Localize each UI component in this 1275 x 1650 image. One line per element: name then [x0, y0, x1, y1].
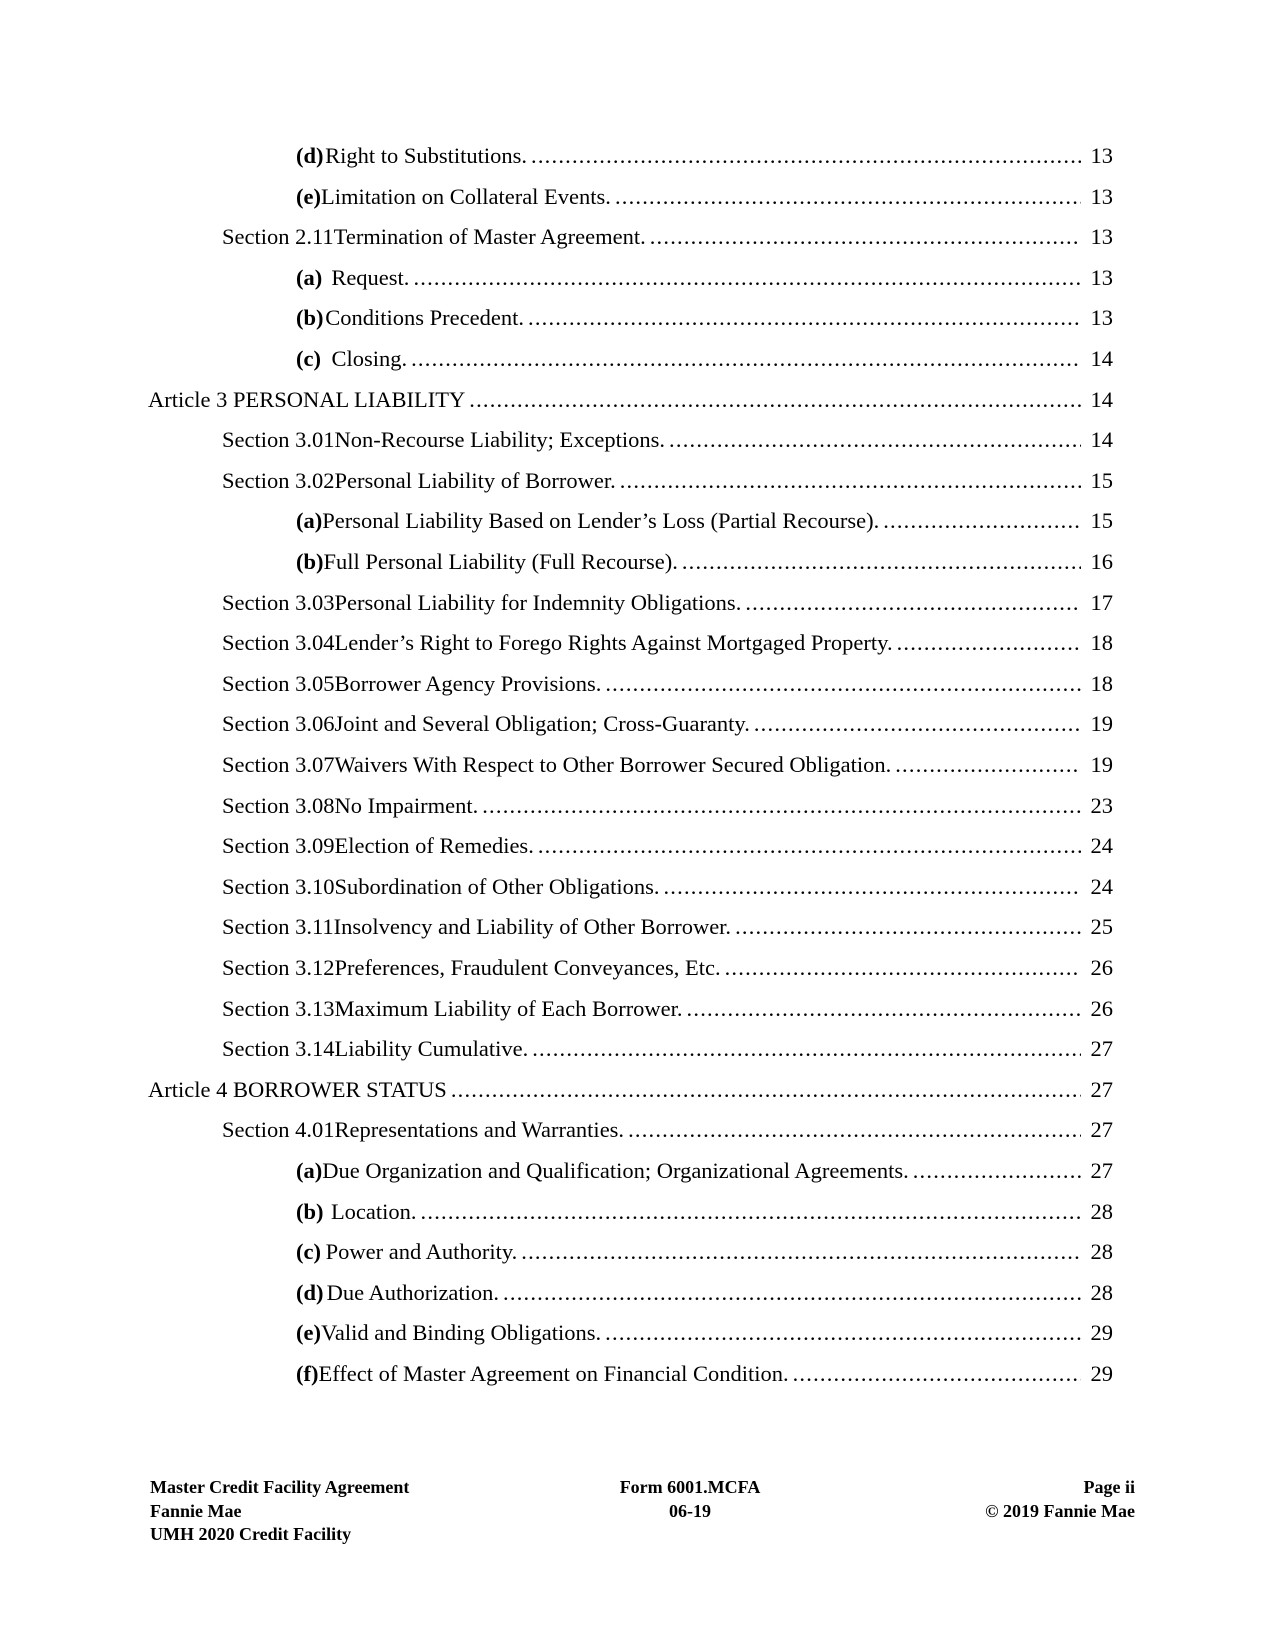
toc-entry-page: 15	[1090, 508, 1113, 534]
toc-entry-page: 28	[1090, 1279, 1113, 1305]
toc-dot-leader	[628, 1114, 1081, 1146]
toc-entry-page: 13	[1090, 143, 1113, 168]
toc-entry-title: Termination of Master Agreement.	[333, 224, 646, 250]
toc-dot-leader	[451, 1074, 1081, 1106]
toc-dot-leader	[725, 952, 1081, 984]
toc-entry-title: Preferences, Fraudulent Conveyances, Etc.	[334, 955, 721, 980]
toc-entry-title: Location.	[330, 1198, 417, 1224]
toc-entry-page: 27	[1090, 1158, 1113, 1183]
footer-form-number: Form 6001.MCFA	[619, 1477, 761, 1497]
toc-dot-leader	[503, 1277, 1081, 1309]
toc-entry[interactable]	[296, 1317, 1113, 1349]
toc-entry-title: Limitation on Collateral Events.	[320, 183, 611, 209]
toc-entry-number: (d)	[296, 1279, 324, 1305]
toc-entry-title: Waivers With Respect to Other Borrower Secured Obligation.	[334, 752, 892, 777]
toc-entry-number: Section 2.11	[222, 224, 334, 250]
toc-entry[interactable]	[222, 1033, 1113, 1065]
toc-dot-leader	[605, 668, 1081, 700]
toc-entry-page: 13	[1090, 305, 1113, 331]
toc-entry[interactable]	[296, 343, 1113, 375]
toc-entry[interactable]	[222, 708, 1113, 740]
toc-entry[interactable]	[222, 465, 1113, 497]
toc-entry[interactable]	[296, 302, 1113, 334]
toc-entry-title: Insolvency and Liability of Other Borrower.	[333, 914, 732, 940]
toc-dot-leader	[620, 465, 1081, 497]
footer-center	[540, 1476, 840, 1523]
toc-entry-title: Liability Cumulative.	[334, 1036, 529, 1062]
toc-dot-leader	[735, 911, 1081, 943]
toc-dot-leader	[469, 384, 1081, 416]
toc-entry-title: Election of Remedies.	[334, 833, 534, 859]
toc-entry-page: 28	[1090, 1198, 1113, 1224]
toc-dot-leader	[532, 1033, 1081, 1065]
toc-entry-number: (e)	[296, 183, 321, 209]
toc-entry[interactable]	[148, 1074, 1113, 1106]
toc-entry-page: 23	[1090, 792, 1113, 818]
toc-entry[interactable]	[148, 384, 1113, 416]
toc-entry-page: 18	[1090, 630, 1113, 656]
toc-dot-leader	[754, 708, 1081, 740]
toc-entry-title: Representations and Warranties.	[334, 1117, 625, 1143]
toc-dot-leader	[913, 1155, 1081, 1187]
toc-dot-leader	[883, 505, 1081, 537]
toc-entry-page: 17	[1090, 589, 1113, 615]
toc-dot-leader	[669, 424, 1081, 456]
toc-entry-page: 29	[1090, 1361, 1113, 1386]
toc-dot-leader	[793, 1358, 1081, 1390]
toc-entry[interactable]	[296, 262, 1113, 294]
toc-dot-leader	[531, 140, 1081, 172]
toc-entry[interactable]	[222, 790, 1113, 822]
toc-entry-number: Section 3.10	[222, 873, 335, 899]
toc-entry-page: 14	[1090, 386, 1113, 412]
toc-entry-page: 26	[1090, 955, 1113, 980]
toc-entry-number: Section 3.03	[222, 589, 335, 615]
footer-page-number: Page ii	[1083, 1477, 1135, 1497]
toc-entry-page: 13	[1090, 264, 1113, 290]
toc-entry-number: Section 3.01	[222, 427, 335, 453]
footer-copyright: © 2019 Fannie Mae	[985, 1500, 1135, 1521]
toc-entry-title: Personal Liability Based on Lender’s Loss (Partial Recourse).	[322, 508, 880, 534]
toc-dot-leader	[615, 181, 1081, 213]
toc-dot-leader	[482, 790, 1081, 822]
toc-entry-number: (b)	[296, 549, 324, 574]
toc-dot-leader	[605, 1317, 1081, 1349]
toc-entry-number: (e)	[296, 1320, 321, 1346]
footer-organization: Fannie Mae	[150, 1500, 242, 1521]
toc-dot-leader	[745, 587, 1081, 619]
toc-entry-number: Section 3.14	[222, 1036, 335, 1062]
toc-dot-leader	[413, 262, 1081, 294]
toc-entry[interactable]	[222, 830, 1113, 862]
toc-entry-page: 24	[1090, 873, 1113, 899]
toc-entry-number: (b)	[296, 1198, 324, 1224]
toc-entry[interactable]	[222, 749, 1113, 781]
toc-entry-number: Section 3.07	[222, 752, 335, 777]
toc-entry-title: Due Authorization.	[326, 1279, 500, 1305]
toc-entry-page: 13	[1090, 224, 1113, 250]
toc-entry-title: Due Organization and Qualification; Organizational Agreements.	[322, 1158, 909, 1183]
toc-entry-page: 16	[1090, 549, 1113, 574]
toc-entry[interactable]	[296, 1358, 1113, 1390]
toc-entry[interactable]	[296, 1155, 1113, 1187]
toc-dot-leader	[897, 627, 1081, 659]
toc-entry-number: (c)	[296, 346, 321, 371]
toc-entry-number: Section 3.12	[222, 955, 335, 980]
toc-entry-title: Personal Liability of Borrower.	[334, 467, 616, 493]
toc-entry-number: (f)	[296, 1361, 319, 1386]
toc-dot-leader	[682, 546, 1081, 578]
toc-dot-leader	[650, 221, 1081, 253]
toc-entry-page: 19	[1090, 752, 1113, 777]
toc-entry-title: No Impairment.	[334, 792, 479, 818]
footer-document-title: Master Credit Facility Agreement	[150, 1477, 410, 1497]
toc-dot-leader	[895, 749, 1081, 781]
toc-entry-page: 19	[1090, 711, 1113, 737]
toc-entry-title: Non-Recourse Liability; Exceptions.	[334, 427, 666, 453]
toc-entry-title: Right to Substitutions.	[325, 143, 528, 168]
toc-entry-number: (a)	[296, 1158, 323, 1183]
toc-entry-number: Section 3.05	[222, 670, 335, 696]
toc-entry-title: Borrower Agency Provisions.	[334, 670, 602, 696]
toc-entry[interactable]	[222, 911, 1113, 943]
toc-entry[interactable]	[222, 871, 1113, 903]
toc-entry-number: (b)	[296, 305, 324, 331]
toc-entry-page: 18	[1090, 670, 1113, 696]
toc-entry-title: Article 3 PERSONAL LIABILITY	[148, 386, 466, 412]
toc-entry-title: Subordination of Other Obligations.	[334, 873, 660, 899]
toc-entry[interactable]	[296, 181, 1113, 213]
toc-entry[interactable]	[222, 952, 1113, 984]
toc-entry[interactable]	[296, 505, 1113, 537]
toc-entry-number: Section 3.08	[222, 792, 335, 818]
toc-entry-number: Section 3.06	[222, 711, 335, 737]
toc-dot-leader	[538, 830, 1081, 862]
toc-dot-leader	[421, 1196, 1081, 1228]
toc-entry[interactable]	[222, 424, 1113, 456]
toc-entry[interactable]	[222, 668, 1113, 700]
toc-entry-title: Joint and Several Obligation; Cross-Guaranty.	[334, 711, 750, 737]
toc-entry[interactable]	[222, 993, 1113, 1025]
toc-dot-leader	[411, 343, 1081, 375]
toc-entry-page: 14	[1090, 346, 1113, 371]
toc-entry-page: 27	[1090, 1076, 1113, 1102]
toc-entry-page: 26	[1090, 995, 1113, 1021]
toc-dot-leader	[663, 871, 1081, 903]
toc-dot-leader	[521, 1236, 1081, 1268]
toc-dot-leader	[687, 993, 1081, 1025]
toc-entry-number: (c)	[296, 1239, 321, 1265]
toc-entry-title: Personal Liability for Indemnity Obligations.	[334, 589, 742, 615]
footer-form-date: 06-19	[669, 1500, 711, 1521]
toc-entry-page: 15	[1090, 467, 1113, 493]
toc-entry-page: 25	[1090, 914, 1113, 940]
toc-entry[interactable]	[296, 1236, 1113, 1268]
toc-entry-number: Section 3.09	[222, 833, 335, 859]
toc-entry-title: Power and Authority.	[325, 1239, 518, 1265]
toc-entry-number: Section 3.04	[222, 630, 335, 656]
toc-entry-number: (a)	[296, 508, 323, 534]
toc-entry-title: Conditions Precedent.	[325, 305, 524, 331]
toc-entry-number: (d)	[296, 143, 324, 168]
toc-entry[interactable]	[222, 587, 1113, 619]
toc-entry-number: Section 3.02	[222, 467, 335, 493]
toc-entry[interactable]	[296, 546, 1113, 578]
toc-entry-title: Article 4 BORROWER STATUS	[148, 1076, 447, 1102]
toc-entry-page: 13	[1090, 183, 1113, 209]
toc-entry-page: 29	[1090, 1320, 1113, 1346]
toc-entry[interactable]	[222, 1114, 1113, 1146]
toc-entry-title: Full Personal Liability (Full Recourse).	[323, 549, 678, 574]
toc-entry-title: Valid and Binding Obligations.	[321, 1320, 602, 1346]
toc-entry[interactable]	[296, 1277, 1113, 1309]
toc-entry-page: 27	[1090, 1036, 1113, 1062]
footer-left	[150, 1476, 409, 1547]
toc-entry-page: 14	[1090, 427, 1113, 453]
toc-entry-title: Closing.	[331, 346, 408, 371]
toc-entry-number: Section 3.11	[222, 914, 334, 940]
toc-entry-number: Section 3.13	[222, 995, 335, 1021]
toc-entry[interactable]	[222, 221, 1113, 253]
toc-entry[interactable]	[222, 627, 1113, 659]
toc-entry-page: 24	[1090, 833, 1113, 859]
toc-dot-leader	[528, 302, 1081, 334]
toc-entry-title: Request.	[331, 264, 410, 290]
toc-entry-number: Section 4.01	[222, 1117, 335, 1143]
toc-entry-page: 28	[1090, 1239, 1113, 1265]
footer-right	[905, 1476, 1135, 1523]
toc-entry-title: Effect of Master Agreement on Financial Condition.	[318, 1361, 789, 1386]
toc-entry-title: Maximum Liability of Each Borrower.	[334, 995, 683, 1021]
footer-facility-name: UMH 2020 Credit Facility	[150, 1524, 352, 1544]
toc-entry[interactable]	[296, 1196, 1113, 1228]
toc-entry[interactable]	[296, 140, 1113, 172]
toc-entry-page: 27	[1090, 1117, 1113, 1143]
toc-entry-title: Lender’s Right to Forego Rights Against Mortgaged Property.	[334, 630, 893, 656]
toc-entry-number: (a)	[296, 264, 323, 290]
